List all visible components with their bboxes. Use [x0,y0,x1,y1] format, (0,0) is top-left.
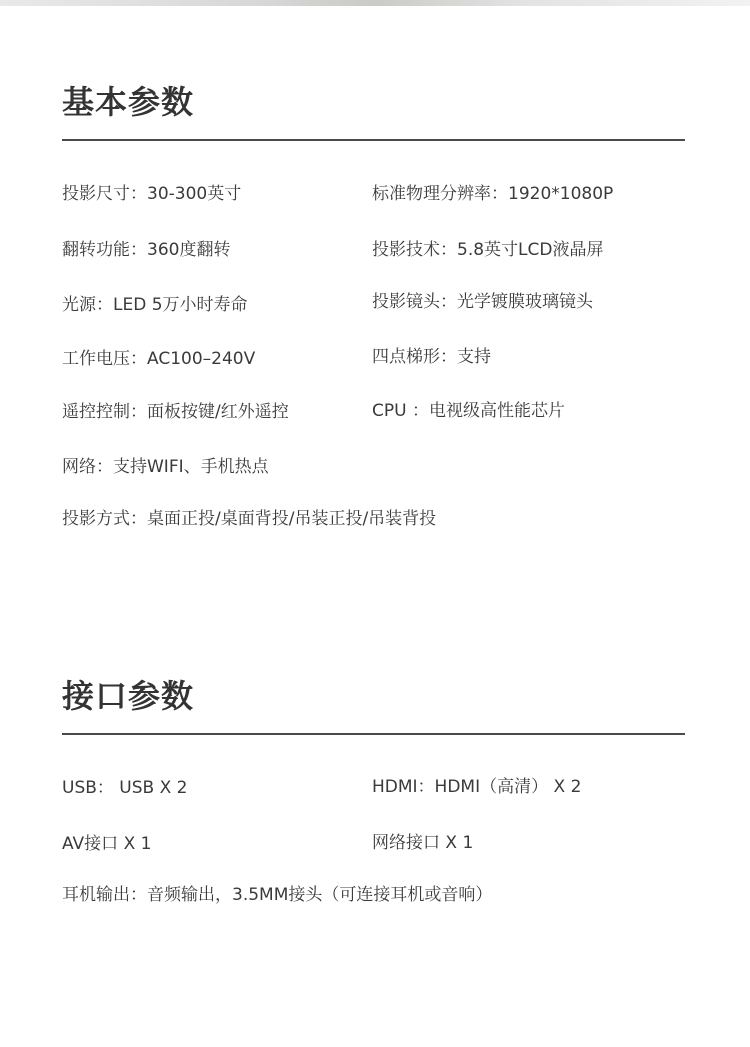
spec-ethernet: 网络接口 X 1 [372,833,474,853]
basic-params-divider [62,139,685,141]
spec-projection-size: 投影尺寸：30-300英寸 [62,184,242,204]
basic-params-section [62,82,685,562]
top-image-strip [0,0,750,6]
spec-cpu: CPU ：电视级高性能芯片 [372,401,565,421]
spec-flip: 翻转功能：360度翻转 [62,240,231,260]
spec-light-source: 光源：LED 5万小时寿命 [62,295,248,315]
spec-usb: USB： USB X 2 [62,778,188,798]
spec-voltage: 工作电压：AC100–240V [62,349,256,369]
spec-keystone: 四点梯形：支持 [372,347,491,367]
spec-resolution: 标准物理分辨率：1920*1080P [372,184,614,204]
basic-params-title: 基本参数 [62,83,195,121]
spec-av: AV接口 X 1 [62,834,152,854]
spec-projection-tech: 投影技术：5.8英寸LCD液晶屏 [372,240,604,260]
spec-hdmi: HDMI：HDMI（高清） X 2 [372,777,582,797]
spec-lens: 投影镜头：光学镀膜玻璃镜头 [372,292,593,312]
spec-headphone: 耳机输出：音频输出，3.5MM接头（可连接耳机或音响） [62,885,493,905]
interface-params-section [62,676,685,926]
spec-network: 网络：支持WIFI、手机热点 [62,457,269,477]
spec-remote: 遥控控制：面板按键/红外遥控 [62,402,289,422]
spec-projection-mode: 投影方式：桌面正投/桌面背投/吊装正投/吊装背投 [62,509,437,529]
interface-params-divider [62,733,685,735]
interface-params-title: 接口参数 [62,677,195,715]
